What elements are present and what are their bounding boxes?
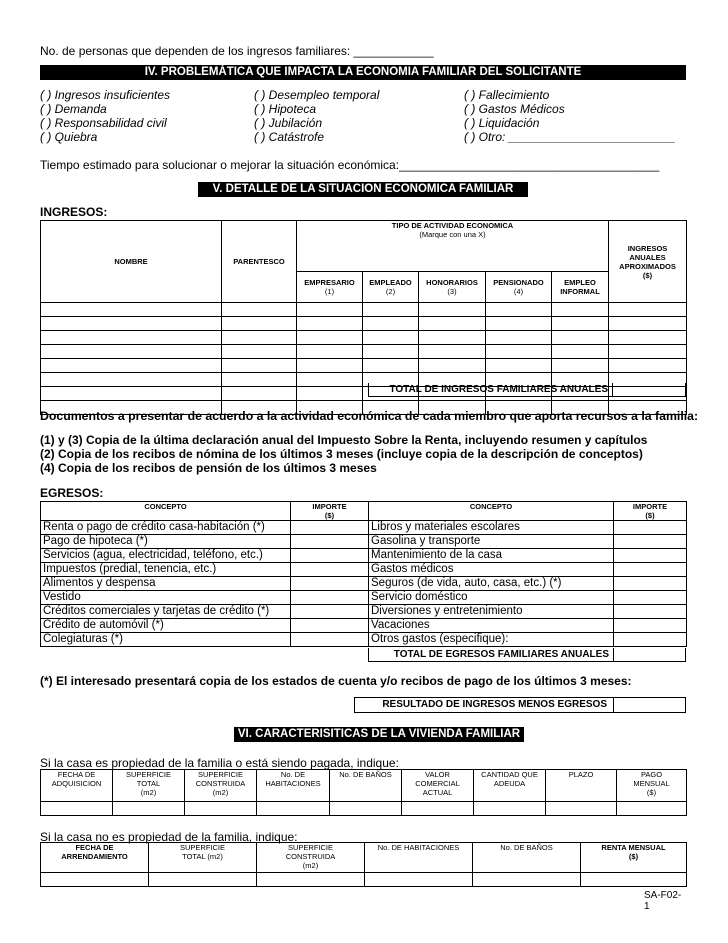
section-v-title: V. DETALLE DE LA SITUACION ECONOMICA FAMILIAR	[198, 182, 528, 197]
col-concepto-right: CONCEPTO	[369, 502, 614, 521]
hdr-line: RENTA MENSUAL	[601, 843, 666, 852]
table-row	[41, 591, 687, 605]
expense-amount[interactable]	[291, 591, 369, 605]
hdr-line: (m2)	[302, 861, 319, 870]
hdr-line: TOTAL	[136, 779, 161, 788]
expense-amount[interactable]	[291, 633, 369, 647]
expense-amount[interactable]	[614, 591, 687, 605]
expense-amount[interactable]	[614, 633, 687, 647]
expense-concept: Servicios (agua, electricidad, teléfono, etc.)	[41, 549, 291, 563]
hdr-line: PLAZO	[568, 770, 594, 779]
ingresos-hdr-2: ANUALES	[629, 252, 666, 262]
table-row[interactable]	[41, 802, 687, 816]
hdr-line: SUPERFICIE	[287, 843, 333, 852]
table-row	[41, 605, 687, 619]
owned-col-adeuda	[474, 770, 546, 802]
problem-option[interactable]: ( ) Jubilación	[254, 116, 323, 130]
problem-option[interactable]: ( ) Desempleo temporal	[254, 88, 380, 102]
rent-header-row	[41, 843, 687, 873]
honorarios-label: HONORARIOS	[426, 278, 478, 287]
expense-concept: Servicio doméstico	[369, 591, 614, 605]
table-row	[41, 521, 687, 535]
expense-concept: Mantenimiento de la casa	[369, 549, 614, 563]
hdr-line: COMERCIAL	[415, 779, 460, 788]
expense-concept: Gasolina y transporte	[369, 535, 614, 549]
expense-concept: Crédito de automóvil (*)	[41, 619, 291, 633]
ingresos-hdr-4: ($)	[642, 270, 653, 280]
owned-col-banos	[330, 770, 402, 802]
form-code: SA-F02-1	[644, 890, 682, 912]
hdr-line: FECHA DE	[57, 770, 96, 779]
hdr-line: SUPERFICIE	[197, 770, 243, 779]
problem-option[interactable]: ( ) Fallecimiento	[464, 88, 550, 102]
total-egresos-label: TOTAL DE EGRESOS FAMILIARES ANUALES	[369, 648, 614, 661]
expense-concept: Vacaciones	[369, 619, 614, 633]
total-egresos-row	[368, 648, 686, 662]
owned-col-sup-construida	[185, 770, 257, 802]
pensionado-label: PENSIONADO	[493, 278, 544, 287]
tipo-sub: (Marque con una X)	[419, 230, 486, 239]
importe-label: IMPORTE	[312, 502, 347, 511]
empresario-label: EMPRESARIO	[304, 278, 355, 287]
resultado-row	[354, 697, 686, 713]
owned-col-plazo	[546, 770, 617, 802]
docs-title: Documentos a presentar de acuerdo a la actividad económica de cada miembro que aporta recursos a la familia:	[40, 409, 699, 423]
hdr-line: VALOR	[425, 770, 450, 779]
section-vi-title: VI. CARACTERISITICAS DE LA VIVIENDA FAMILIAR	[234, 727, 524, 742]
expense-concept: Gastos médicos	[369, 563, 614, 577]
expense-amount[interactable]	[614, 549, 687, 563]
table-row	[41, 535, 687, 549]
owned-col-fecha	[41, 770, 113, 802]
table-row[interactable]	[41, 873, 687, 887]
col-pensionado	[486, 272, 552, 303]
col-empleado	[363, 272, 419, 303]
hdr-line: CANTIDAD QUE	[481, 770, 538, 779]
expense-amount[interactable]	[614, 577, 687, 591]
ingresos-hdr-3: APROXIMADOS	[619, 261, 676, 271]
total-ingresos-row	[368, 383, 686, 397]
rent-col-renta	[581, 843, 687, 873]
table-row	[41, 549, 687, 563]
owned-col-pago	[617, 770, 687, 802]
col-nombre: NOMBRE	[41, 221, 222, 303]
expense-amount[interactable]	[291, 605, 369, 619]
problem-col-2	[254, 88, 454, 144]
hdr-line: PAGO	[640, 770, 663, 779]
problem-option[interactable]: ( ) Liquidación	[464, 116, 540, 130]
hdr-line: ACTUAL	[422, 788, 453, 797]
expense-amount[interactable]	[291, 563, 369, 577]
expense-concept: Impuestos (predial, tenencia, etc.)	[41, 563, 291, 577]
problem-option[interactable]: ( ) Hipoteca	[254, 102, 317, 116]
hdr-line: No. DE BAÑOS	[339, 770, 392, 779]
expense-concept: Alimentos y despensa	[41, 577, 291, 591]
hdr-line: FECHA DE	[75, 843, 114, 852]
time-estimate-field[interactable]: Tiempo estimado para solucionar o mejorar la situación económica:_______________________________________	[40, 158, 660, 172]
expense-amount[interactable]	[291, 577, 369, 591]
importe-currency: ($)	[324, 511, 335, 520]
col-ingresos-anuales	[609, 221, 687, 303]
owned-col-valor	[402, 770, 474, 802]
hdr-line: MENSUAL	[633, 779, 670, 788]
col-concepto-left: CONCEPTO	[41, 502, 291, 521]
expense-concept: Seguros (de vida, auto, casa, etc.) (*)	[369, 577, 614, 591]
col-importe-right	[614, 502, 687, 521]
ingresos-hdr-1: INGRESOS	[627, 243, 668, 253]
expense-concept: Libros y materiales escolares	[369, 521, 614, 535]
doc-item: (2) Copia de los recibos de nómina de los últimos 3 meses (incluye copia de la descripción de conceptos)	[40, 447, 643, 461]
hdr-line: CONSTRUIDA	[285, 852, 336, 861]
table-row	[41, 619, 687, 633]
expense-concept: Otros gastos (especifique):	[369, 633, 614, 647]
importe-label: IMPORTE	[632, 502, 668, 511]
table-row	[41, 633, 687, 647]
expense-amount[interactable]	[614, 521, 687, 535]
tipo-title: TIPO DE ACTIVIDAD ECONOMICA	[391, 221, 514, 230]
expense-amount[interactable]	[614, 605, 687, 619]
expense-concept: Colegiaturas (*)	[41, 633, 291, 647]
hdr-line: TOTAL (m2)	[182, 852, 223, 861]
copy-note: (*) El interesado presentará copia de los estados de cuenta y/o recibos de pago de los últimos 3 meses:	[40, 674, 632, 688]
rent-house-table	[40, 842, 687, 887]
problem-option[interactable]: ( ) Ingresos insuficientes	[40, 88, 171, 102]
hdr-line: ($)	[646, 788, 657, 797]
expense-amount[interactable]	[291, 549, 369, 563]
doc-item: (1) y (3) Copia de la última declaración anual del Impuesto Sobre la Renta, incluyendo resumen y capítulos	[40, 433, 648, 447]
col-empresario	[297, 272, 363, 303]
col-parentesco: PARENTESCO	[222, 221, 297, 303]
col-honorarios	[419, 272, 486, 303]
hdr-line: (m2)	[212, 788, 229, 797]
problem-option[interactable]: ( ) Responsabilidad civil	[40, 116, 167, 130]
problem-option[interactable]: ( ) Otro: _________________________	[464, 130, 676, 144]
hdr-line: No. DE HABITACIONES	[377, 843, 460, 852]
expense-amount[interactable]	[291, 521, 369, 535]
hdr-line: SUPERFICIE	[179, 843, 225, 852]
expense-concept: Diversiones y entretenimiento	[369, 605, 614, 619]
expense-concept: Vestido	[41, 591, 291, 605]
expense-amount[interactable]	[291, 535, 369, 549]
owned-house-table	[40, 769, 687, 816]
honorarios-num: (3)	[447, 287, 457, 296]
hdr-line: ADQUISICION	[51, 779, 102, 788]
expense-amount[interactable]	[614, 563, 687, 577]
problem-col-3	[464, 88, 686, 144]
expense-amount[interactable]	[614, 619, 687, 633]
owned-label: Si la casa es propiedad de la familia o está siendo pagada, indique:	[40, 756, 399, 770]
owned-col-sup-total	[113, 770, 185, 802]
problem-option[interactable]: ( ) Demanda	[40, 102, 107, 116]
expense-concept: Pago de hipoteca (*)	[41, 535, 291, 549]
rent-col-sup-total	[149, 843, 257, 873]
table-row[interactable]	[41, 359, 687, 373]
problem-col-1	[40, 88, 250, 144]
problem-option[interactable]: ( ) Gastos Médicos	[464, 102, 565, 116]
dependents-label: No. de personas que dependen de los ingresos familiares: ____________	[40, 44, 434, 58]
hdr-line: CONSTRUIDA	[195, 779, 246, 788]
ingresos-label: INGRESOS:	[40, 205, 108, 219]
rent-col-banos	[473, 843, 581, 873]
hdr-line: ADEUDA	[493, 779, 526, 788]
empleado-num: (2)	[385, 287, 396, 296]
rent-label: Si la casa no es propiedad de la familia, indique:	[40, 830, 298, 844]
hdr-line: No. DE BAÑOS	[500, 843, 553, 852]
expense-amount[interactable]	[291, 619, 369, 633]
hdr-line: ARRENDAMIENTO	[61, 852, 128, 861]
table-row	[41, 563, 687, 577]
owned-col-habitaciones	[257, 770, 330, 802]
table-row[interactable]	[41, 303, 687, 317]
col-tipo-actividad	[297, 221, 609, 272]
importe-currency: ($)	[645, 511, 655, 520]
table-row[interactable]	[41, 317, 687, 331]
resultado-label: RESULTADO DE INGRESOS MENOS EGRESOS	[355, 698, 614, 712]
empresario-num: (1)	[324, 287, 335, 296]
table-row	[41, 577, 687, 591]
table-row[interactable]	[41, 345, 687, 359]
expense-concept: Renta o pago de crédito casa-habitación (*)	[41, 521, 291, 535]
informal-label: INFORMAL	[560, 287, 600, 296]
problem-option[interactable]: ( ) Catástrofe	[254, 130, 325, 144]
empleo-label: EMPLEO	[564, 278, 596, 287]
hdr-line: (m2)	[140, 788, 157, 797]
table-row[interactable]	[41, 331, 687, 345]
doc-item: (4) Copia de los recibos de pensión de los últimos 3 meses	[40, 461, 377, 475]
rent-col-sup-construida	[257, 843, 365, 873]
expense-concept: Créditos comerciales y tarjetas de crédito (*)	[41, 605, 291, 619]
rent-col-fecha	[41, 843, 149, 873]
egresos-label: EGRESOS:	[40, 486, 104, 500]
hdr-line: HABITACIONES	[265, 779, 321, 788]
hdr-line: No. DE	[280, 770, 306, 779]
hdr-line: SUPERFICIE	[125, 770, 171, 779]
owned-header-row	[41, 770, 687, 802]
egresos-table	[40, 501, 687, 647]
pensionado-num: (4)	[513, 287, 524, 296]
section-iv-title: IV. PROBLEMÁTICA QUE IMPACTA LA ECONOMIA FAMILIAR DEL SOLICITANTE	[40, 65, 686, 80]
col-importe-left	[291, 502, 369, 521]
rent-col-habitaciones	[365, 843, 473, 873]
total-ingresos-label: TOTAL DE INGRESOS FAMILIARES ANUALES	[369, 383, 613, 396]
col-empleo-informal	[552, 272, 609, 303]
hdr-line: ($)	[628, 852, 639, 861]
expense-amount[interactable]	[614, 535, 687, 549]
empleado-label: EMPLEADO	[369, 278, 412, 287]
problem-option[interactable]: ( ) Quiebra	[40, 130, 98, 144]
